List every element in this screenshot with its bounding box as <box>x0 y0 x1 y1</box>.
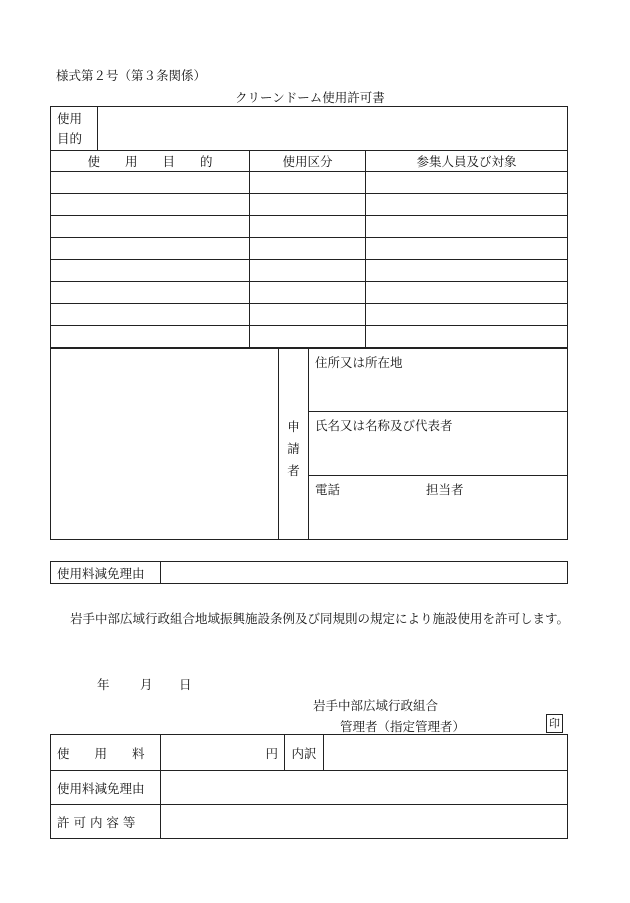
phone-contact-field[interactable] <box>309 476 568 540</box>
cell-category[interactable] <box>250 282 366 304</box>
applicant-table <box>50 348 568 540</box>
cell-purpose[interactable] <box>51 238 250 260</box>
header-purpose: 使 用 目 的 <box>51 151 250 172</box>
cell-category[interactable] <box>250 326 366 348</box>
table-row <box>51 216 568 238</box>
breakdown-field[interactable] <box>324 735 568 771</box>
header-category: 使用区分 <box>250 151 366 172</box>
cell-category[interactable] <box>250 260 366 282</box>
date-month: 月 <box>140 677 153 692</box>
fee-reduction-field-bottom[interactable] <box>161 771 568 805</box>
fee-label: 使 用 料 <box>51 735 161 771</box>
applicant-blank-area <box>51 349 279 540</box>
cell-purpose[interactable] <box>51 326 250 348</box>
cell-attendees[interactable] <box>366 326 568 348</box>
purpose-field[interactable] <box>98 107 568 151</box>
fee-reduction-table <box>50 561 568 584</box>
permission-content-label: 許 可 内 容 等 <box>51 805 161 839</box>
issuer-org: 岩手中部広域行政組合 <box>313 698 439 713</box>
fee-reduction-label-bottom: 使用料減免理由 <box>51 771 161 805</box>
date-day: 日 <box>179 677 192 692</box>
cell-purpose[interactable] <box>51 172 250 194</box>
purpose-label-line1: 使用 <box>57 110 83 126</box>
cell-purpose[interactable] <box>51 194 250 216</box>
permission-text: 岩手中部広域行政組合地域振興施設条例及び同規則の規定により施設使用を許可します。 <box>70 611 570 626</box>
yen-label: 円 <box>265 745 278 761</box>
cell-attendees[interactable] <box>366 260 568 282</box>
cell-attendees[interactable] <box>366 172 568 194</box>
table-row <box>51 326 568 348</box>
fee-reduction-field[interactable] <box>161 562 568 584</box>
address-label: 住所又は所在地 <box>315 355 403 370</box>
contact-label: 担当者 <box>426 482 464 497</box>
cell-attendees[interactable] <box>366 216 568 238</box>
applicant-label <box>279 349 309 540</box>
cell-category[interactable] <box>250 304 366 326</box>
form-number: 様式第２号（第３条関係） <box>56 68 207 83</box>
cell-category[interactable] <box>250 194 366 216</box>
cell-attendees[interactable] <box>366 304 568 326</box>
breakdown-label: 内訳 <box>285 735 324 771</box>
cell-purpose[interactable] <box>51 260 250 282</box>
document-title: クリーンドーム使用許可書 <box>235 90 385 105</box>
applicant-label-char: 請 <box>287 441 300 456</box>
cell-category[interactable] <box>250 216 366 238</box>
name-label: 氏名又は名称及び代表者 <box>315 418 453 433</box>
table-row <box>51 194 568 216</box>
cell-attendees[interactable] <box>366 282 568 304</box>
table-row <box>51 282 568 304</box>
cell-purpose[interactable] <box>51 216 250 238</box>
applicant-label-char: 者 <box>287 463 300 478</box>
table-row <box>51 260 568 282</box>
header-attendees: 参集人員及び対象 <box>366 151 568 172</box>
purpose-label <box>51 107 98 151</box>
cell-purpose[interactable] <box>51 282 250 304</box>
table-row <box>51 238 568 260</box>
applicant-label-char: 申 <box>287 419 300 434</box>
cell-category[interactable] <box>250 238 366 260</box>
fee-reduction-label: 使用料減免理由 <box>51 562 161 584</box>
fee-amount-field[interactable] <box>161 735 285 771</box>
issuer-manager: 管理者（指定管理者） <box>340 719 466 734</box>
cell-attendees[interactable] <box>366 238 568 260</box>
phone-label: 電話 <box>315 482 341 497</box>
cell-category[interactable] <box>250 172 366 194</box>
purpose-label-line2: 目的 <box>57 130 83 146</box>
usage-table <box>50 150 568 348</box>
table-row <box>51 304 568 326</box>
table-row <box>51 172 568 194</box>
cell-attendees[interactable] <box>366 194 568 216</box>
cell-purpose[interactable] <box>51 304 250 326</box>
name-field[interactable] <box>309 412 568 476</box>
fee-table <box>50 734 568 839</box>
purpose-table <box>50 106 568 151</box>
address-field[interactable] <box>309 349 568 412</box>
date-year: 年 <box>97 677 110 692</box>
usage-table-header <box>51 151 568 172</box>
permission-content-field[interactable] <box>161 805 568 839</box>
seal-mark: 印 <box>546 714 563 733</box>
